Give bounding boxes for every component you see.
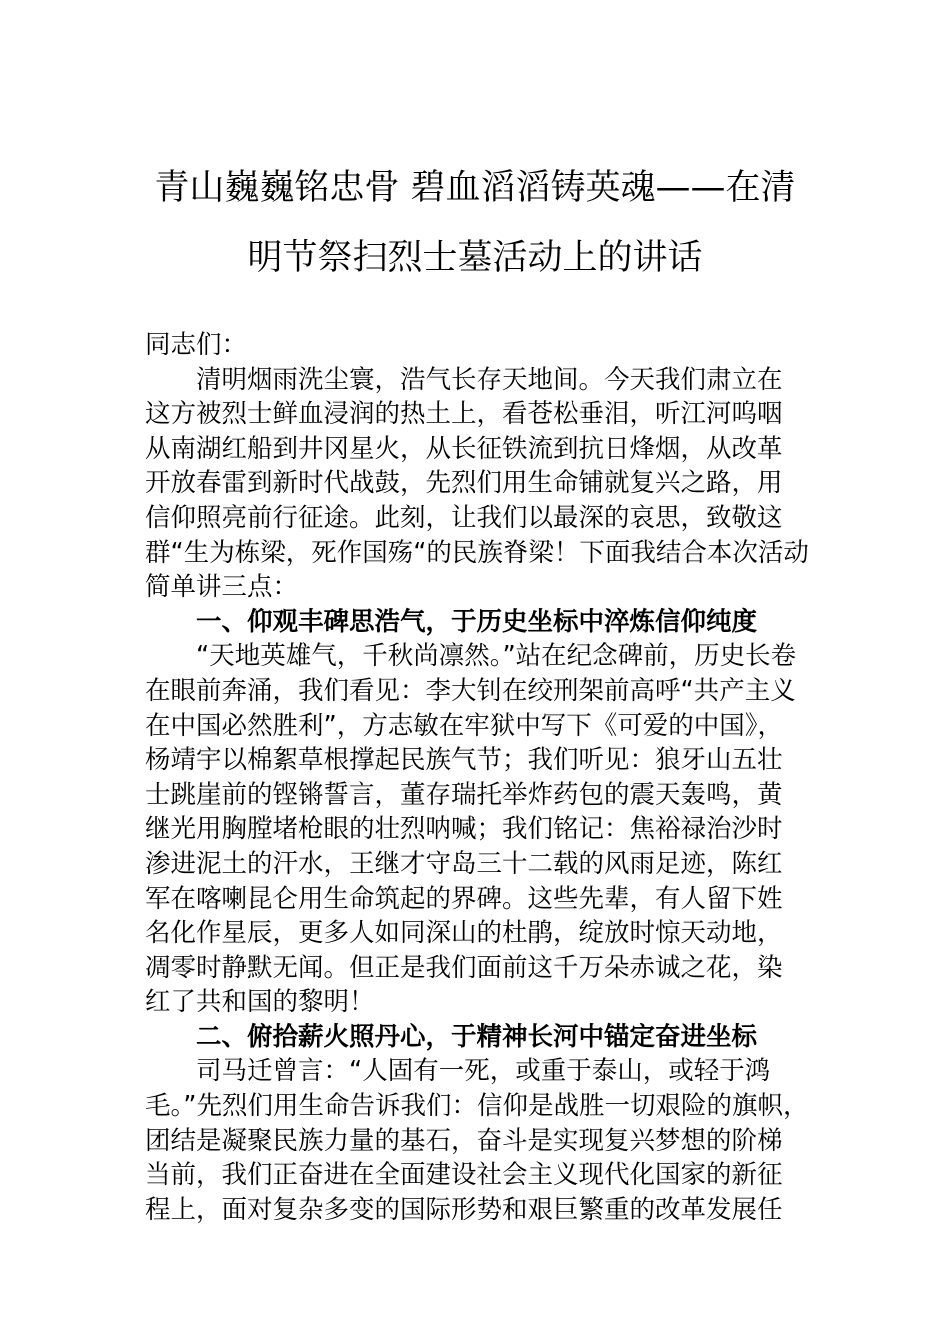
- paragraph-line: 名化作星辰，更多人如同深山的杜鹃，绽放时惊天动地，: [145, 918, 783, 949]
- paragraph-line: 士跳崖前的铿锵誓言，董存瑞托举炸药包的震天轰鸣，黄: [145, 779, 783, 810]
- paragraph-line: 渗进泥土的汗水，王继才守岛三十二载的风雨足迹，陈红: [145, 848, 783, 879]
- document-body: [145, 328, 810, 1227]
- paragraph-line: 从南湖红船到井冈星火，从长征铁流到抗日烽烟，从改革: [145, 433, 783, 464]
- paragraph-line: 司马迁曾言：“人固有一死，或重于泰山，或轻于鸿: [196, 1056, 771, 1087]
- document-title-line-2: 明节祭扫烈士墓活动上的讲话: [247, 238, 703, 278]
- paragraph-line: 凋零时静默无闻。但正是我们面前这千万朵赤诚之花，染: [145, 952, 783, 983]
- paragraph-line: 当前，我们正奋进在全面建设社会主义现代化国家的新征: [145, 1160, 783, 1191]
- paragraph-line: 在眼前奔涌，我们看见：李大钊在绞刑架前高呼“共产主义: [145, 675, 796, 706]
- section-heading-2: 二、俯拾薪火照丹心，于精神长河中锚定奋进坐标: [196, 1021, 758, 1052]
- paragraph-line: 杨靖宇以棉絮草根撑起民族气节；我们听见：狼牙山五壮: [145, 745, 783, 776]
- paragraph-line: 清明烟雨洗尘寰，浩气长存天地间。今天我们肃立在: [196, 364, 783, 395]
- paragraph-line: 红了共和国的黎明！: [145, 987, 375, 1018]
- paragraph-line: 信仰照亮前行征途。此刻，让我们以最深的哀思，致敬这: [145, 502, 783, 533]
- paragraph-line: 简单讲三点：: [145, 572, 299, 603]
- paragraph-line: 开放春雷到新时代战鼓，先烈们用生命铺就复兴之路，用: [145, 468, 783, 499]
- paragraph-line: 程上，面对复杂多变的国际形势和艰巨繁重的改革发展任: [145, 1194, 783, 1225]
- paragraph-line: 在中国必然胜利”，方志敏在牢狱中写下《可爱的中国》，: [145, 710, 783, 741]
- paragraph-line: 这方被烈士鲜血浸润的热土上，看苍松垂泪，听江河呜咽: [145, 399, 783, 430]
- paragraph-line: 继光用胸膛堵枪眼的壮烈呐喊；我们铭记：焦裕禄治沙时: [145, 814, 783, 845]
- salutation: 同志们：: [145, 330, 248, 360]
- paragraph-line: 军在喀喇昆仑用生命筑起的界碑。这些先辈，有人留下姓: [145, 883, 783, 914]
- document-title-line-1: 青山巍巍铭忠骨 碧血滔滔铸英魂——在清: [154, 168, 796, 208]
- paragraph-line: 团结是凝聚民族力量的基石，奋斗是实现复兴梦想的阶梯: [145, 1125, 783, 1156]
- paragraph-line: 群“生为栋梁，死作国殇“的民族脊梁！下面我结合本次活动: [145, 537, 809, 568]
- paragraph-line: 毛。”先烈们用生命告诉我们：信仰是战胜一切艰险的旗帜，: [145, 1091, 809, 1122]
- paragraph-line: “天地英雄气，千秋尚凛然。”站在纪念碑前，历史长卷: [196, 641, 797, 672]
- section-heading-1: 一、仰观丰碑思浩气，于历史坐标中淬炼信仰纯度: [196, 606, 758, 637]
